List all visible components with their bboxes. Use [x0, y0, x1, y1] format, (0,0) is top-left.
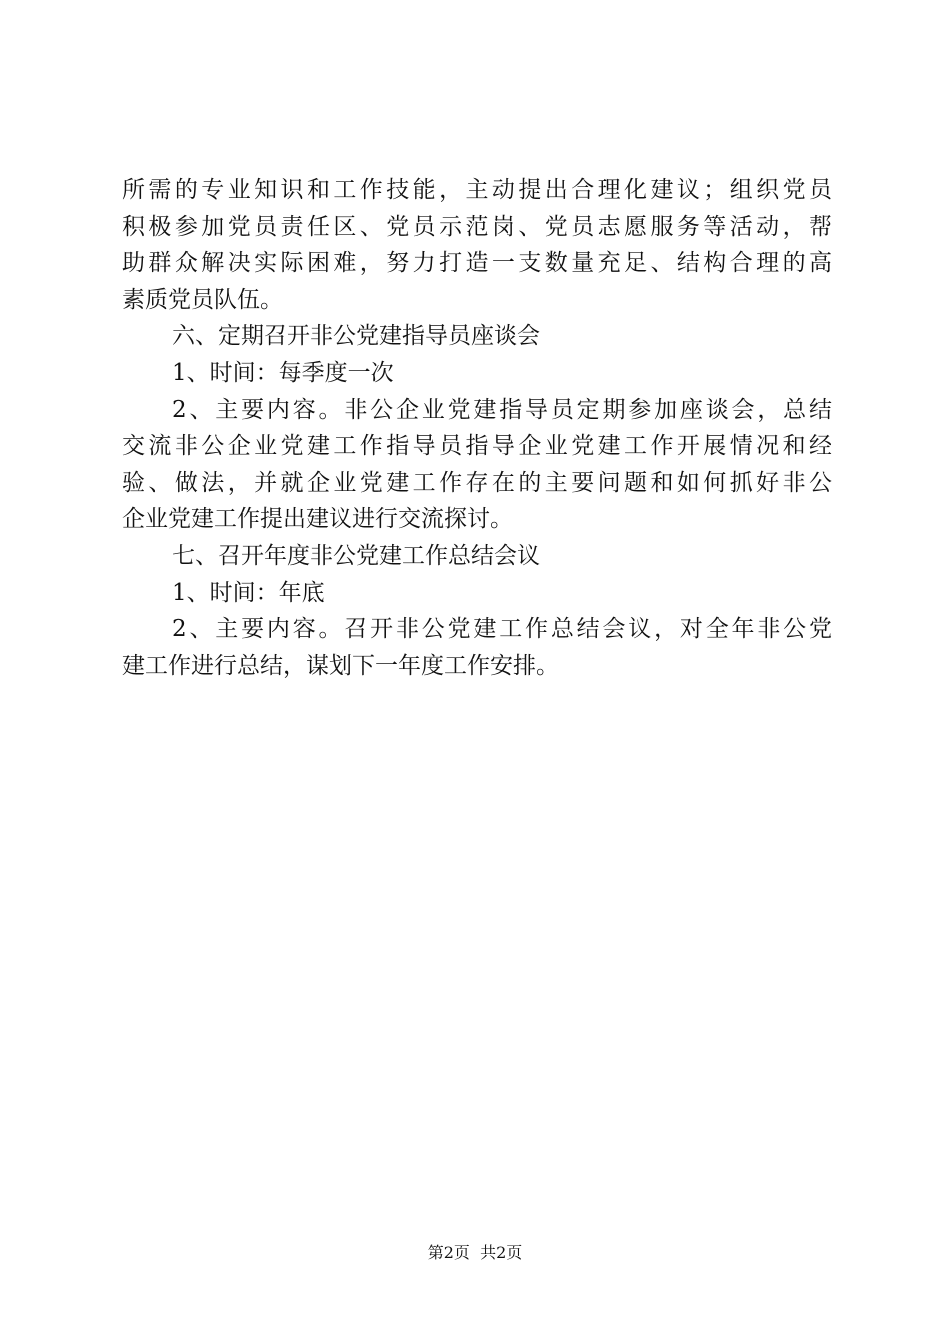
- section-heading: 七、召开年度非公党建工作总结会议: [172, 542, 540, 569]
- text-line: 1、时间：每季度一次: [172, 359, 394, 386]
- section-heading: 六、定期召开非公党建指导员座谈会: [172, 323, 540, 350]
- text-line: 企业党建工作提出建议进行交流探讨。: [122, 506, 513, 533]
- text-line: 验、做法，并就企业党建工作存在的主要问题和如何抓好非公: [122, 469, 832, 496]
- page-indicator: 第2页 共2页: [427, 1243, 523, 1262]
- text-line: 助群众解决实际困难，努力打造一支数量充足、结构合理的高: [122, 250, 832, 277]
- text-line: 素质党员队伍。: [122, 286, 283, 313]
- text-line: 交流非公企业党建工作指导员指导企业党建工作开展情况和经: [122, 433, 832, 460]
- text-line: 建工作进行总结，谋划下一年度工作安排。: [122, 652, 559, 679]
- text-line: 所需的专业知识和工作技能，主动提出合理化建议；组织党员: [122, 177, 832, 203]
- text-line: 2、主要内容。非公企业党建指导员定期参加座谈会，总结: [172, 396, 832, 423]
- text-line: 积极参加党员责任区、党员示范岗、党员志愿服务等活动，帮: [122, 213, 832, 240]
- page-footer: [0, 1243, 950, 1263]
- document-body: [122, 172, 832, 684]
- text-line: 2、主要内容。召开非公党建工作总结会议，对全年非公党: [172, 616, 832, 643]
- text-line: 1、时间：年底: [172, 579, 325, 606]
